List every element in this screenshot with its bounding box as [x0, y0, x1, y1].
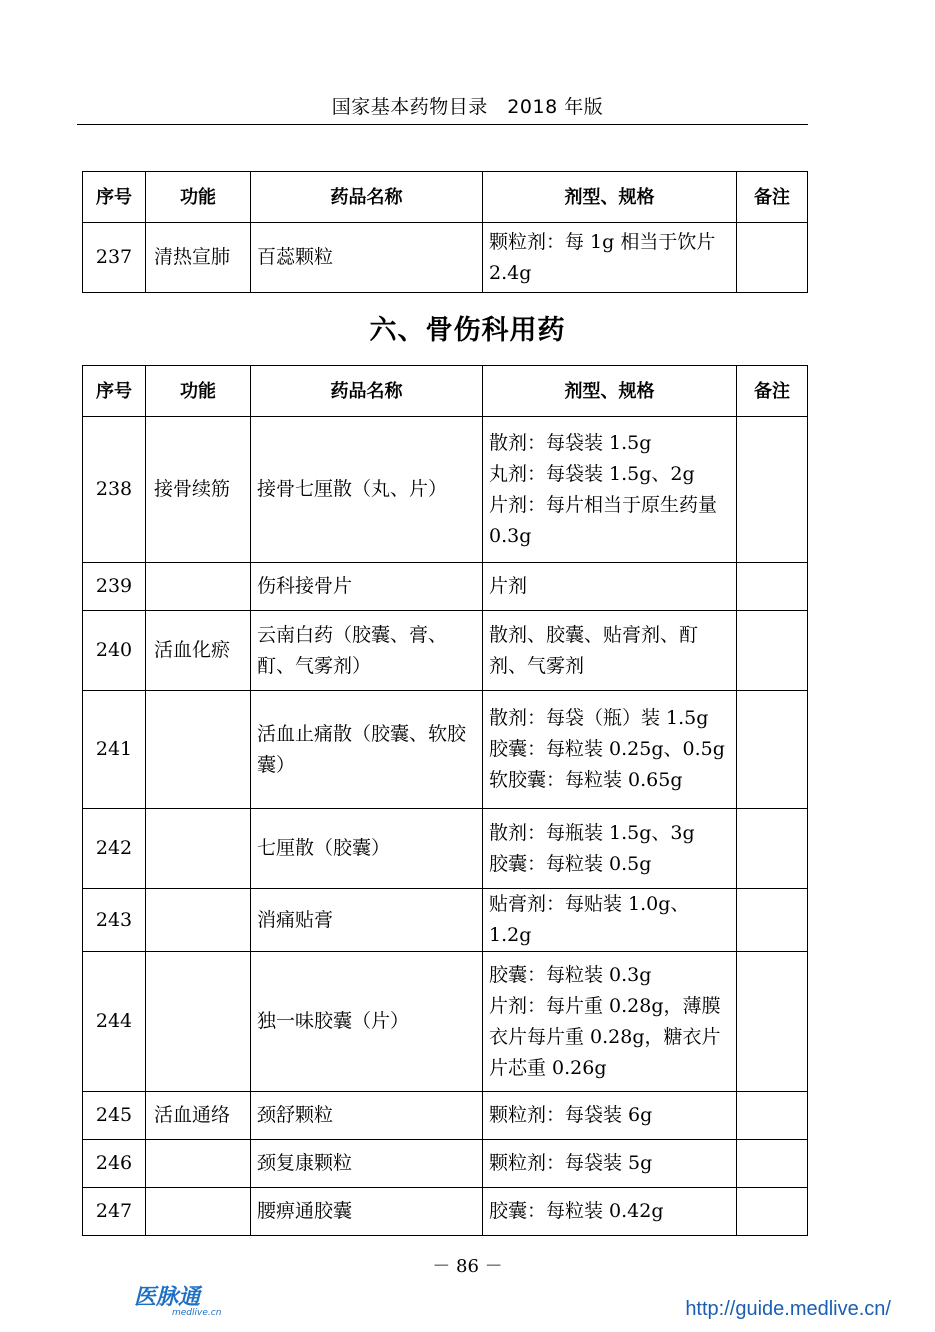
row-number: 245 [83, 1092, 146, 1140]
table-row [83, 809, 808, 889]
row-function [146, 809, 251, 889]
row-number: 238 [83, 417, 146, 563]
section-title: 六、骨伤科用药 [369, 315, 566, 346]
table-row [83, 223, 808, 293]
row-drug-name: 颈复康颗粒 [251, 1140, 483, 1188]
col-header-form-spec: 剂型、规格 [483, 366, 737, 417]
row-notes [737, 417, 808, 563]
col-header-function: 功能 [146, 172, 251, 223]
row-number: 237 [83, 223, 146, 293]
col-header-form-spec: 剂型、规格 [483, 172, 737, 223]
row-drug-name: 腰痹通胶囊 [251, 1188, 483, 1236]
row-notes [737, 889, 808, 952]
row-drug-name: 消痛贴膏 [251, 889, 483, 952]
row-number: 242 [83, 809, 146, 889]
row-number: 239 [83, 563, 146, 611]
spec-line: 贴膏剂：每贴装 1.0g、1.2g [489, 893, 690, 946]
spec-line: 散剂：每瓶装 1.5g、3g [489, 821, 695, 844]
spec-line: 片剂：每片重 0.28g，薄膜衣片每片重 0.28g，糖衣片片芯重 0.26g [489, 994, 721, 1079]
row-notes [737, 611, 808, 691]
row-drug-name: 独一味胶囊（片） [251, 952, 483, 1092]
spec-line: 胶囊：每粒装 0.42g [489, 1200, 664, 1222]
row-form-spec [483, 223, 737, 293]
spec-line: 胶囊：每粒装 0.5g [489, 852, 652, 875]
row-form-spec [483, 1140, 737, 1188]
row-form-spec [483, 1092, 737, 1140]
row-notes [737, 691, 808, 809]
table-row [83, 952, 808, 1092]
table-row [83, 1188, 808, 1236]
row-form-spec [483, 1188, 737, 1236]
logo-subtext: medlive.cn [172, 1308, 222, 1318]
col-header-number: 序号 [83, 366, 146, 417]
row-number: 246 [83, 1140, 146, 1188]
spec-line: 颗粒剂：每袋装 6g [489, 1104, 653, 1126]
spec-line: 片剂：每片相当于原生药量 0.3g [489, 493, 718, 547]
row-drug-name: 百蕊颗粒 [251, 223, 483, 293]
row-function [146, 889, 251, 952]
row-notes [737, 563, 808, 611]
row-function: 清热宣肺 [146, 223, 251, 293]
col-header-notes: 备注 [737, 172, 808, 223]
logo-text: 医脉通 [134, 1285, 201, 1310]
row-notes [737, 223, 808, 293]
row-number: 240 [83, 611, 146, 691]
row-notes [737, 1188, 808, 1236]
spec-line: 片剂 [489, 575, 528, 597]
col-header-notes: 备注 [737, 366, 808, 417]
drug-table-1 [82, 171, 808, 293]
table-row [83, 611, 808, 691]
row-number: 241 [83, 691, 146, 809]
row-form-spec [483, 563, 737, 611]
spec-line: 软胶囊：每粒装 0.65g [489, 769, 683, 791]
col-header-number: 序号 [83, 172, 146, 223]
row-notes [737, 952, 808, 1092]
row-form-spec [483, 809, 737, 889]
row-form-spec [483, 952, 737, 1092]
row-drug-name: 云南白药（胶囊、膏、酊、气雾剂） [251, 611, 483, 691]
row-function: 接骨续筋 [146, 417, 251, 563]
header-rule [77, 124, 808, 125]
row-form-spec [483, 691, 737, 809]
spec-line: 散剂：每袋（瓶）装 1.5g [489, 707, 709, 729]
row-function [146, 1188, 251, 1236]
table-row [83, 889, 808, 952]
row-number: 247 [83, 1188, 146, 1236]
spec-line: 散剂：每袋装 1.5g [489, 431, 652, 454]
spec-line: 散剂、胶囊、贴膏剂、酊剂、气雾剂 [489, 623, 699, 677]
col-header-drug-name: 药品名称 [251, 366, 483, 417]
spec-line: 丸剂：每袋装 1.5g、2g [489, 462, 695, 485]
table-header-row [83, 366, 808, 417]
spec-line: 胶囊：每粒装 0.3g [489, 963, 652, 986]
row-form-spec [483, 611, 737, 691]
table-header-row [83, 172, 808, 223]
row-function [146, 1140, 251, 1188]
col-header-function: 功能 [146, 366, 251, 417]
spec-line: 颗粒剂：每 1g 相当于饮片 2.4g [489, 230, 716, 284]
row-number: 244 [83, 952, 146, 1092]
row-function [146, 952, 251, 1092]
table-row [83, 1092, 808, 1140]
row-drug-name: 接骨七厘散（丸、片） [251, 417, 483, 563]
row-form-spec [483, 889, 737, 952]
row-drug-name: 活血止痛散（胶囊、软胶囊） [251, 691, 483, 809]
site-url-link[interactable]: http://guide.medlive.cn/ [685, 1298, 891, 1320]
spec-line: 胶囊：每粒装 0.25g、0.5g [489, 738, 725, 760]
row-number: 243 [83, 889, 146, 952]
medlive-logo [132, 1280, 242, 1322]
spec-line: 颗粒剂：每袋装 5g [489, 1152, 653, 1174]
row-function: 活血通络 [146, 1092, 251, 1140]
row-drug-name: 七厘散（胶囊） [251, 809, 483, 889]
table-row [83, 563, 808, 611]
row-form-spec [483, 417, 737, 563]
row-notes [737, 1140, 808, 1188]
page-header-title: 国家基本药物目录 2018 年版 [331, 96, 604, 118]
row-function [146, 691, 251, 809]
row-notes [737, 1092, 808, 1140]
row-function [146, 563, 251, 611]
row-function: 活血化瘀 [146, 611, 251, 691]
drug-table-2 [82, 365, 808, 1236]
table-row [83, 1140, 808, 1188]
col-header-drug-name: 药品名称 [251, 172, 483, 223]
row-drug-name: 颈舒颗粒 [251, 1092, 483, 1140]
table-row [83, 417, 808, 563]
page-number: － 86 － [432, 1256, 503, 1277]
row-drug-name: 伤科接骨片 [251, 563, 483, 611]
table-row [83, 691, 808, 809]
row-notes [737, 809, 808, 889]
